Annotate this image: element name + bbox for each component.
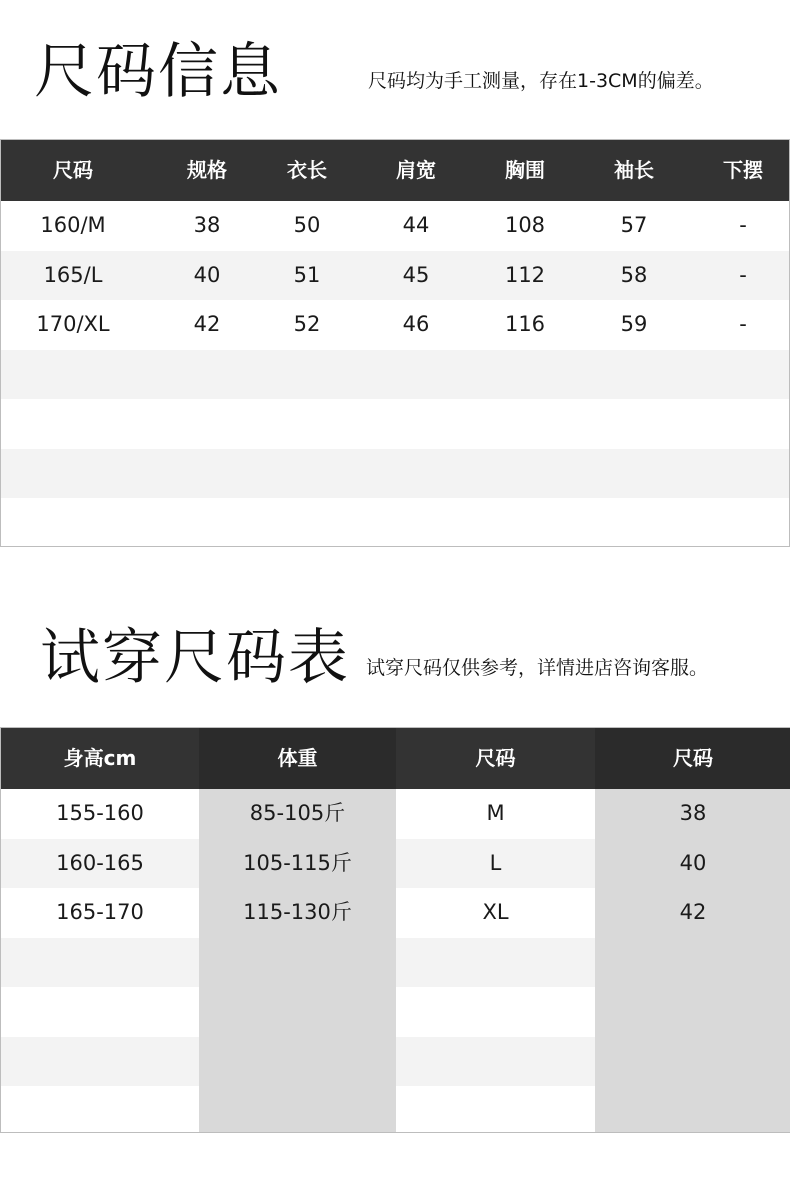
size-info-table: [0, 139, 790, 547]
table-cell: [1, 1086, 199, 1136]
table-cell: 57: [620, 213, 648, 237]
table-cell: [574, 498, 694, 548]
table-cell: -: [739, 312, 747, 336]
table-row: [1, 987, 789, 1037]
table-cell: [13, 449, 133, 499]
table-cell: [13, 399, 133, 449]
table-cell: 105-115斤: [243, 850, 352, 875]
table-header: [1, 140, 789, 201]
table-cell: 40: [679, 850, 707, 875]
header-sleeve: 袖长: [614, 158, 654, 182]
table-cell: [396, 1086, 595, 1136]
header-size: 尺码: [475, 746, 516, 770]
table-cell: [13, 350, 133, 400]
table-cell: 115-130斤: [243, 900, 352, 924]
header-length: 衣长: [287, 158, 327, 182]
table-cell: 38: [193, 213, 221, 237]
table-cell: [356, 449, 476, 499]
table-cell: 38: [679, 801, 707, 825]
fit-chart-note: 试穿尺码仅供参考，详情进店咨询客服。: [366, 657, 709, 679]
table-cell: [595, 938, 790, 988]
table-cell: [683, 498, 790, 548]
table-cell: [1, 1037, 199, 1087]
table-cell: 44: [402, 213, 430, 237]
table-cell: [396, 1037, 595, 1087]
table-cell: [595, 1037, 790, 1087]
table-cell: 108: [504, 213, 546, 237]
table-cell: [683, 399, 790, 449]
table-cell: [396, 987, 595, 1037]
table-cell: 155-160: [56, 801, 144, 825]
table-cell: [683, 350, 790, 400]
header-chest: 胸围: [505, 158, 545, 182]
fit-chart-title: 试穿尺码表: [40, 623, 350, 693]
table-cell: L: [489, 850, 502, 875]
table-cell: [465, 498, 585, 548]
table-cell: 45: [402, 262, 430, 287]
table-row: [1, 201, 789, 251]
table-cell: 165-170: [56, 900, 144, 924]
table-row: [1, 449, 789, 499]
table-cell: [199, 938, 396, 988]
table-cell: [356, 498, 476, 548]
table-cell: 40: [193, 262, 221, 287]
table-cell: 46: [402, 312, 430, 336]
table-cell: [247, 399, 367, 449]
table-row: [1, 399, 789, 449]
table-cell: [247, 449, 367, 499]
table-cell: 58: [620, 262, 648, 287]
table-header: [1, 728, 789, 789]
table-row: [1, 888, 789, 938]
header-hem: 下摆: [723, 158, 763, 182]
table-cell: [465, 350, 585, 400]
table-cell: XL: [482, 900, 509, 924]
table-row: [1, 251, 789, 301]
table-cell: [595, 987, 790, 1037]
table-cell: [199, 987, 396, 1037]
table-cell: 116: [504, 312, 546, 336]
table-cell: 52: [293, 312, 321, 336]
table-cell: M: [486, 801, 505, 825]
header-shoulder: 肩宽: [396, 158, 436, 182]
table-cell: 160/M: [40, 213, 106, 237]
table-cell: 112: [504, 262, 546, 287]
header-size-number: 尺码: [673, 746, 713, 770]
table-cell: [356, 399, 476, 449]
table-cell: [574, 350, 694, 400]
header-height: 身高cm: [63, 746, 137, 770]
table-row: [1, 300, 789, 350]
table-row: [1, 1037, 789, 1087]
table-cell: 85-105斤: [249, 801, 346, 825]
table-cell: [247, 498, 367, 548]
size-info-note: 尺码均为手工测量，存在1-3CM的偏差。: [368, 70, 714, 92]
table-cell: [396, 938, 595, 988]
table-cell: [465, 399, 585, 449]
table-cell: [465, 449, 585, 499]
table-cell: -: [739, 213, 747, 237]
table-cell: 50: [293, 213, 321, 237]
table-cell: 42: [193, 312, 221, 336]
table-cell: 170/XL: [36, 312, 110, 336]
table-cell: 160-165: [56, 850, 144, 875]
table-cell: 42: [679, 900, 707, 924]
table-cell: [199, 1086, 396, 1136]
table-cell: [574, 449, 694, 499]
header-size: 尺码: [53, 158, 93, 182]
size-info-title: 尺码信息: [34, 37, 282, 107]
table-cell: 59: [620, 312, 648, 336]
table-row: [1, 789, 789, 839]
table-cell: [247, 350, 367, 400]
table-cell: [199, 1037, 396, 1087]
table-cell: [574, 399, 694, 449]
table-row: [1, 1086, 789, 1136]
table-cell: [13, 498, 133, 548]
header-spec: 规格: [187, 158, 227, 182]
table-cell: [1, 938, 199, 988]
table-cell: -: [739, 262, 747, 287]
table-cell: [1, 987, 199, 1037]
table-row: [1, 350, 789, 400]
table-cell: 51: [293, 262, 321, 287]
header-weight: 体重: [277, 746, 318, 770]
table-cell: 165/L: [43, 262, 103, 287]
table-row: [1, 498, 789, 548]
table-row: [1, 938, 789, 988]
table-cell: [595, 1086, 790, 1136]
table-row: [1, 839, 789, 889]
table-cell: [356, 350, 476, 400]
table-cell: [683, 449, 790, 499]
fit-chart-table: [0, 727, 790, 1133]
